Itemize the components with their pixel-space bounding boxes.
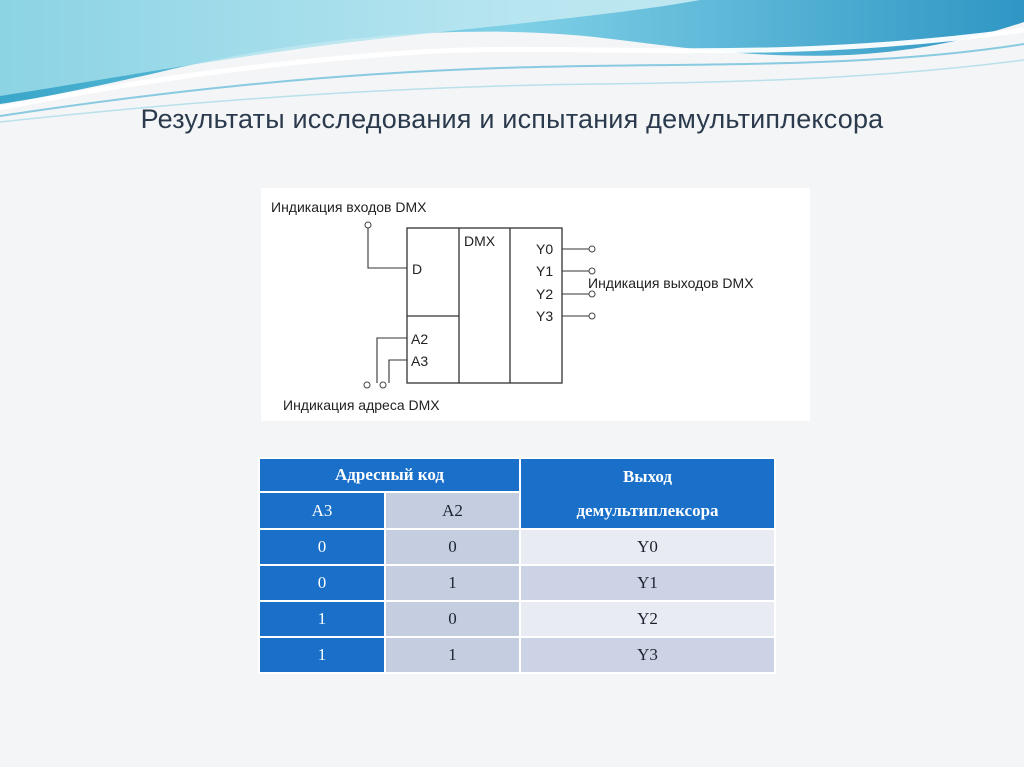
cell-a3: 0 bbox=[259, 565, 385, 601]
cell-output: Y0 bbox=[520, 529, 775, 565]
cell-a3: 1 bbox=[259, 637, 385, 673]
header-output-line2: демультиплексора bbox=[576, 500, 719, 520]
address-terminal-a2 bbox=[364, 382, 370, 388]
truth-table bbox=[258, 457, 776, 674]
table-row bbox=[259, 637, 775, 673]
data-input-label: D bbox=[412, 261, 423, 277]
output-y0-label: Y0 bbox=[536, 241, 554, 257]
address-input-a3-label: A3 bbox=[411, 353, 429, 369]
cell-a2: 1 bbox=[385, 565, 520, 601]
cell-a2: 0 bbox=[385, 529, 520, 565]
wires bbox=[368, 228, 589, 383]
address-indication-label: Индикация адреса DMX bbox=[283, 397, 440, 413]
address-input-a2-label: A2 bbox=[411, 331, 429, 347]
output-y1-label: Y1 bbox=[536, 263, 554, 279]
input-terminal bbox=[365, 222, 371, 228]
block-label: DMX bbox=[464, 233, 496, 249]
header-output bbox=[520, 458, 775, 529]
output-terminal-y0 bbox=[589, 246, 595, 252]
header-address-code: Адресный код bbox=[259, 458, 520, 492]
header-col-a2: A2 bbox=[385, 492, 520, 529]
header-output-line1: Выход bbox=[622, 466, 673, 486]
slide-title: Результаты исследования и испытания демультиплексора bbox=[140, 104, 884, 134]
outputs-indication-label: Индикация выходов DMX bbox=[588, 275, 754, 291]
cell-a2: 0 bbox=[385, 601, 520, 637]
cell-output: Y1 bbox=[520, 565, 775, 601]
output-y2-label: Y2 bbox=[536, 286, 554, 302]
cell-output: Y2 bbox=[520, 601, 775, 637]
output-y3-label: Y3 bbox=[536, 308, 554, 324]
address-terminal-a3 bbox=[380, 382, 386, 388]
cell-a3: 0 bbox=[259, 529, 385, 565]
table-row bbox=[259, 601, 775, 637]
inputs-indication-label: Индикация входов DMX bbox=[271, 199, 427, 215]
output-terminal-y3 bbox=[589, 313, 595, 319]
output-terminal-y2 bbox=[589, 291, 595, 297]
table-row bbox=[259, 565, 775, 601]
cell-a2: 1 bbox=[385, 637, 520, 673]
cell-output: Y3 bbox=[520, 637, 775, 673]
cell-a3: 1 bbox=[259, 601, 385, 637]
header-col-a3: A3 bbox=[259, 492, 385, 529]
demultiplexer-diagram bbox=[261, 188, 810, 421]
table-row bbox=[259, 529, 775, 565]
output-terminal-y1 bbox=[589, 268, 595, 274]
